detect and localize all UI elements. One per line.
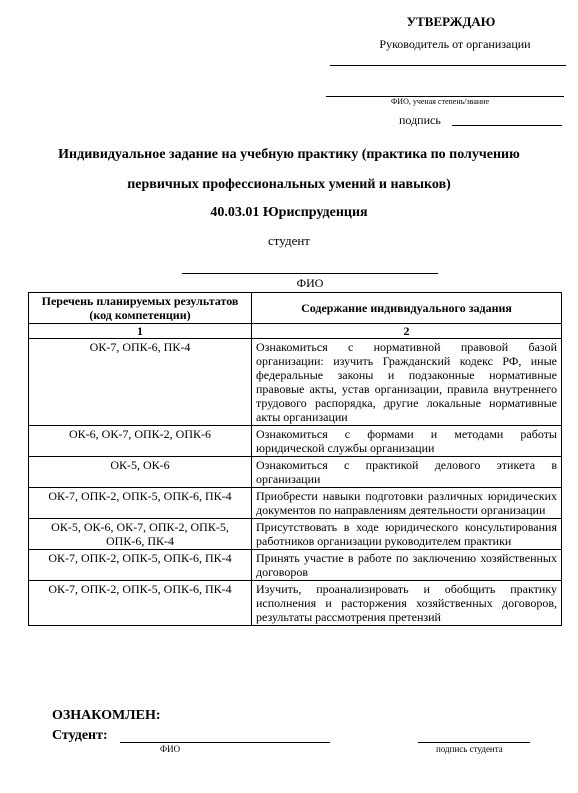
task-description: Присутствовать в ходе юридического консультирования работников организации руководителем практики	[252, 519, 562, 550]
task-description: Ознакомиться с формами и методами работы юридической службы организации	[252, 426, 562, 457]
table-column-number-row	[29, 324, 562, 339]
approval-title: УТВЕРЖДАЮ	[406, 14, 496, 29]
approval-head-label: Руководитель от организации	[379, 37, 531, 51]
document-title-line2: первичных профессиональных умений и навыков)	[127, 177, 451, 192]
table-row	[29, 519, 562, 550]
student-fio-caption-bottom: ФИО	[160, 744, 181, 754]
table-row	[29, 339, 562, 426]
table-row	[29, 581, 562, 626]
competency-codes: ОК-5, ОК-6	[29, 457, 252, 488]
table-row	[29, 457, 562, 488]
task-table	[28, 292, 562, 626]
student-signature-line	[418, 742, 530, 743]
student-name-line	[120, 742, 330, 743]
table-row	[29, 550, 562, 581]
task-description: Изучить, проанализировать и обобщить практику исполнения и расторжения хозяйственных договоров, результаты рассмотрения претензий	[252, 581, 562, 626]
task-description: Принять участие в работе по заключению хозяйственных договоров	[252, 550, 562, 581]
student-signature-label: Студент:	[52, 728, 108, 743]
student-signature-caption: подпись студента	[436, 744, 503, 754]
table-header-row	[29, 293, 562, 324]
student-fio-line	[182, 273, 438, 274]
competency-codes: ОК-7, ОПК-2, ОПК-5, ОПК-6, ПК-4	[29, 581, 252, 626]
competency-codes: ОК-6, ОК-7, ОПК-2, ОПК-6	[29, 426, 252, 457]
competency-codes: ОК-5, ОК-6, ОК-7, ОПК-2, ОПК-5, ОПК-6, ПК-4	[29, 519, 252, 550]
competency-codes: ОК-7, ОПК-2, ОПК-5, ОПК-6, ПК-4	[29, 550, 252, 581]
approval-name-line	[330, 65, 566, 66]
document-title-specialty: 40.03.01 Юриспруденция	[210, 205, 368, 220]
table-row	[29, 488, 562, 519]
task-description: Ознакомиться с нормативной правовой базой организации: изучить Гражданский кодекс РФ, иные федеральные законы и подзаконные нормативные правовые акты, устав организации, правила внутреннего трудового распорядка, другие локальные нормативные акты организации	[252, 339, 562, 426]
task-description: Приобрести навыки подготовки различных юридических документов по направлениям деятельности организации	[252, 488, 562, 519]
student-fio-caption: ФИО	[296, 276, 324, 290]
acknowledgement-title: ОЗНАКОМЛЕН:	[52, 708, 161, 723]
student-label: студент	[268, 233, 310, 248]
approval-signature-line	[452, 125, 562, 126]
column-number-2: 2	[252, 324, 562, 339]
document-title-line1: Индивидуальное задание на учебную практику (практика по получению	[58, 147, 520, 162]
header-results: Перечень планируемых результатов (код компетенции)	[29, 293, 252, 324]
column-number-1: 1	[29, 324, 252, 339]
approval-fio-caption: ФИО, ученая степень/звание	[390, 97, 490, 106]
table-row	[29, 426, 562, 457]
task-description: Ознакомиться с практикой делового этикета в организации	[252, 457, 562, 488]
competency-codes: ОК-7, ОПК-2, ОПК-5, ОПК-6, ПК-4	[29, 488, 252, 519]
approval-signature-label: подпись	[399, 113, 441, 127]
header-task-content: Содержание индивидуального задания	[252, 293, 562, 324]
competency-codes: ОК-7, ОПК-6, ПК-4	[29, 339, 252, 426]
